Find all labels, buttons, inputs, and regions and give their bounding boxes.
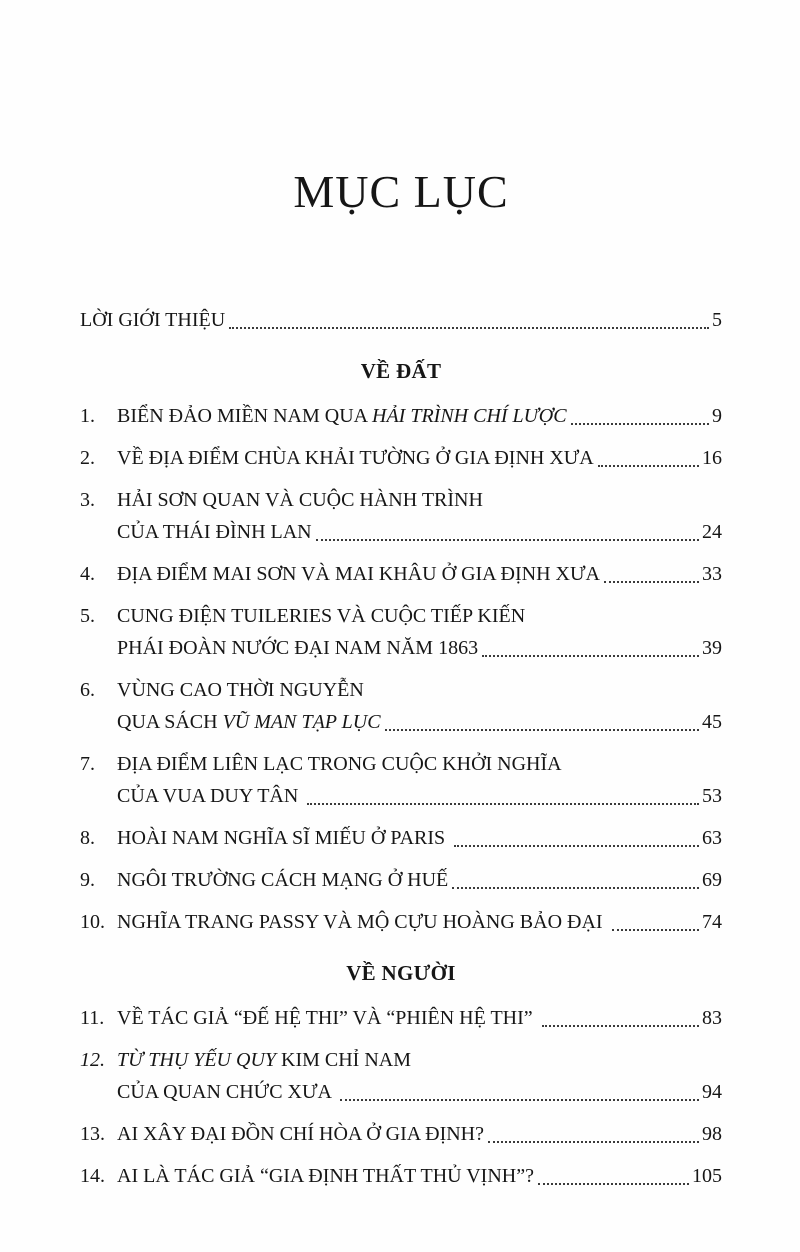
entry-number: 5.: [80, 605, 95, 627]
dot-leader: [454, 845, 699, 847]
page-number: 74: [702, 911, 722, 933]
entry-body: [117, 484, 722, 548]
entry-title: NGÔI TRƯỜNG CÁCH MẠNG Ở HUẾ: [117, 869, 449, 891]
dot-leader: [604, 581, 699, 583]
entry-body: [117, 442, 722, 474]
entry-title: BIỂN ĐẢO MIỀN NAM QUA HẢI TRÌNH CHÍ LƯỢC: [117, 405, 567, 427]
toc-sections: [80, 356, 722, 1192]
entry-body: [117, 1118, 722, 1150]
toc-entry: [80, 1160, 722, 1192]
toc-entry: [80, 1002, 722, 1034]
page-number: 39: [702, 637, 722, 659]
page-number: 83: [702, 1007, 722, 1029]
entry-line: [117, 1044, 722, 1076]
dot-leader: [307, 803, 699, 805]
entry-title: AI XÂY ĐẠI ĐỒN CHÍ HÒA Ở GIA ĐỊNH?: [117, 1123, 484, 1145]
page-number: 45: [702, 711, 722, 733]
page-number: 69: [702, 869, 722, 891]
entry-number: 10.: [80, 911, 105, 933]
dot-leader: [488, 1141, 699, 1143]
dot-leader: [538, 1183, 689, 1185]
entry-body: [117, 600, 722, 664]
page-number: 94: [702, 1081, 722, 1103]
entry-line: [117, 822, 722, 854]
toc-entry: [80, 906, 722, 938]
toc-entry: [80, 558, 722, 590]
entry-body: [117, 748, 722, 812]
entry-number: 12.: [80, 1049, 105, 1071]
page-number: 9: [712, 405, 722, 427]
dot-leader: [340, 1099, 699, 1101]
entry-line: [117, 1160, 722, 1192]
toc-section: [80, 958, 722, 1192]
dot-leader: [452, 887, 699, 889]
entry-body: [117, 400, 722, 432]
entry-number: 4.: [80, 563, 95, 585]
entry-number: 2.: [80, 447, 95, 469]
page-number: 33: [702, 563, 722, 585]
entry-line: [117, 632, 722, 664]
toc-entry: [80, 600, 722, 664]
entry-line: [117, 674, 722, 706]
page-number: 63: [702, 827, 722, 849]
section-heading: VỀ ĐẤT: [360, 359, 442, 383]
entry-body: [117, 864, 722, 896]
entry-body: [117, 674, 722, 738]
entry-title: QUA SÁCH VŨ MAN TẠP LỤC: [117, 711, 381, 733]
toc-entry: [80, 1044, 722, 1108]
entry-line: [117, 1076, 722, 1108]
page-number: 16: [702, 447, 722, 469]
entry-line: [117, 400, 722, 432]
toc-entry: [80, 864, 722, 896]
entry-line: [117, 906, 722, 938]
entry-title: CỦA THÁI ĐÌNH LAN: [117, 521, 312, 543]
page-number: 53: [702, 785, 722, 807]
entry-line: [117, 600, 722, 632]
entry-title: CỦA VUA DUY TÂN: [117, 785, 304, 807]
entry-line: [117, 748, 722, 780]
entry-number: 14.: [80, 1165, 105, 1187]
entry-title: HẢI SƠN QUAN VÀ CUỘC HÀNH TRÌNH: [117, 489, 483, 511]
entry-title: TỪ THỤ YẾU QUY KIM CHỈ NAM: [117, 1049, 412, 1071]
dot-leader: [598, 465, 699, 467]
entry-title: VỀ TÁC GIẢ “ĐẾ HỆ THI” VÀ “PHIÊN HỆ THI”: [117, 1007, 538, 1029]
entry-body: [117, 558, 722, 590]
entry-number: 8.: [80, 827, 95, 849]
entry-number: 11.: [80, 1007, 105, 1029]
entry-line: [117, 516, 722, 548]
page-number: 5: [712, 309, 722, 331]
intro-entry: [80, 304, 722, 336]
entry-number: 13.: [80, 1123, 105, 1145]
entry-number: 3.: [80, 489, 95, 511]
entry-body: [117, 1044, 722, 1108]
toc-entry: [80, 822, 722, 854]
entry-title: HOÀI NAM NGHĨA SĨ MIẾU Ở PARIS: [117, 827, 451, 849]
dot-leader: [316, 539, 699, 541]
entry-title: VỀ ĐỊA ĐIỂM CHÙA KHẢI TƯỜNG Ở GIA ĐỊNH XƯA: [117, 447, 594, 469]
page-number: 105: [692, 1165, 722, 1187]
entry-line: [117, 780, 722, 812]
toc-entry: [80, 442, 722, 474]
entry-number: 6.: [80, 679, 95, 701]
intro-label: LỜI GIỚI THIỆU: [80, 309, 226, 331]
dot-leader: [385, 729, 699, 731]
toc-entry: [80, 1118, 722, 1150]
entry-title: CUNG ĐIỆN TUILERIES VÀ CUỘC TIẾP KIẾN: [117, 605, 526, 627]
entry-number: 9.: [80, 869, 95, 891]
entry-body: [117, 822, 722, 854]
entry-title: CỦA QUAN CHỨC XƯA: [117, 1081, 336, 1103]
dot-leader: [571, 423, 709, 425]
entry-title: ĐỊA ĐIỂM MAI SƠN VÀ MAI KHÂU Ở GIA ĐỊNH XƯA: [117, 563, 600, 585]
page-number: 24: [702, 521, 722, 543]
entry-body: [117, 906, 722, 938]
entry-line: [117, 864, 722, 896]
entry-line: [117, 1002, 722, 1034]
section-heading: VỀ NGƯỜI: [346, 961, 456, 985]
entry-title: VÙNG CAO THỜI NGUYỄN: [117, 679, 364, 701]
toc-entry: [80, 400, 722, 432]
dot-leader: [482, 655, 699, 657]
entry-title: AI LÀ TÁC GIẢ “GIA ĐỊNH THẤT THỦ VỊNH”?: [117, 1165, 534, 1187]
entry-line: [117, 484, 722, 516]
entry-line: [117, 558, 722, 590]
entry-number: 7.: [80, 753, 95, 775]
entry-title: NGHĨA TRANG PASSY VÀ MỘ CỰU HOÀNG BẢO ĐẠI: [117, 911, 608, 933]
toc-entry: [80, 484, 722, 548]
dot-leader: [612, 929, 699, 931]
page-title: MỤC LỤC: [293, 166, 509, 217]
entry-body: [117, 1002, 722, 1034]
toc-entry: [80, 674, 722, 738]
toc-entry: [80, 748, 722, 812]
entry-body: [117, 1160, 722, 1192]
entry-line: [117, 706, 722, 738]
toc-section: [80, 356, 722, 938]
dot-leader: [542, 1025, 699, 1027]
dot-leader: [229, 327, 709, 329]
entry-title: PHÁI ĐOÀN NƯỚC ĐẠI NAM NĂM 1863: [117, 637, 479, 659]
page-number: 98: [702, 1123, 722, 1145]
entry-number: 1.: [80, 405, 95, 427]
entry-title: ĐỊA ĐIỂM LIÊN LẠC TRONG CUỘC KHỞI NGHĨA: [117, 753, 562, 775]
entry-line: [117, 442, 722, 474]
entry-line: [117, 1118, 722, 1150]
